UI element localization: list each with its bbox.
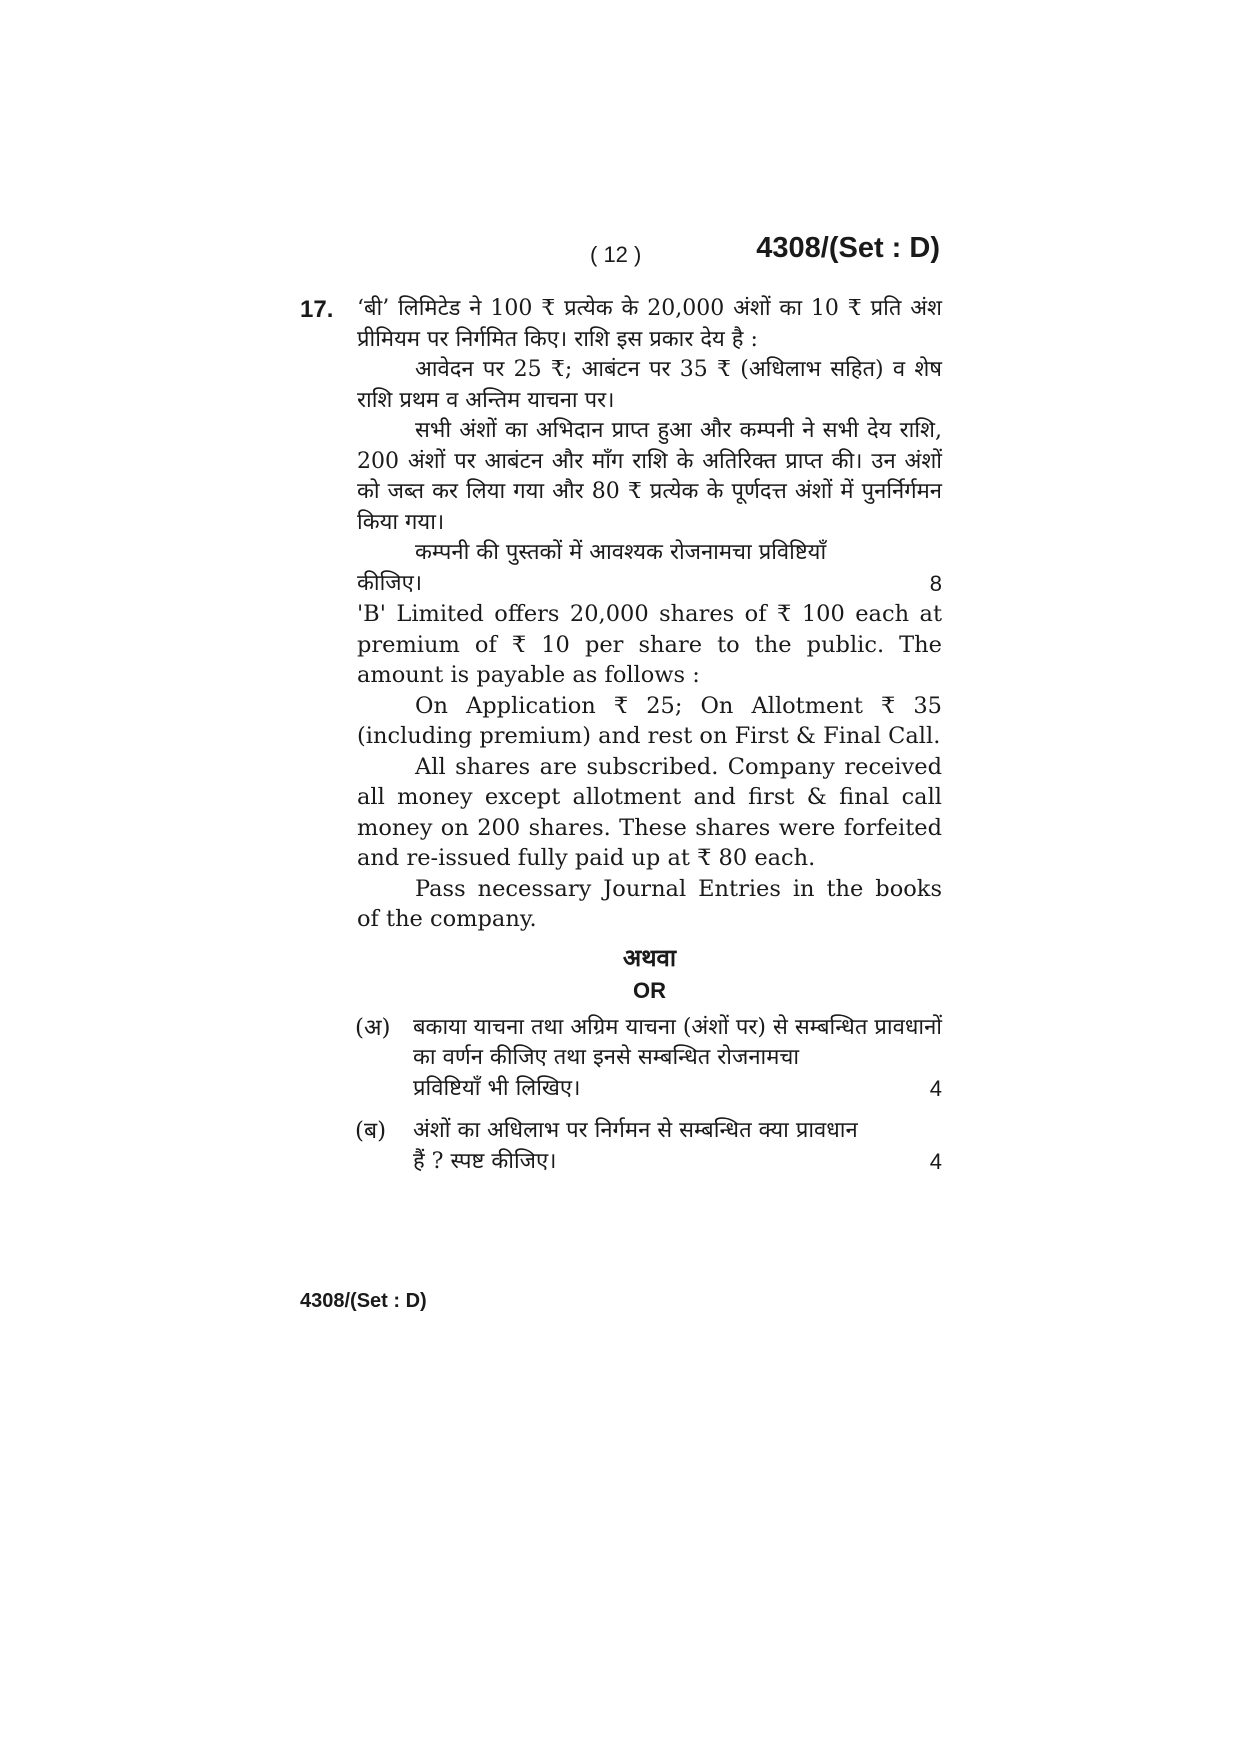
hindi-paragraph-4-end: कीजिए।	[357, 570, 423, 596]
question-marks: 8	[929, 570, 942, 596]
sub-question-label: (ब)	[355, 1118, 387, 1144]
sub-question-text	[413, 1013, 942, 1105]
sub-question-a	[357, 1013, 942, 1105]
sub-question-main: अंशों का अधिलाभ पर निर्गमन से सम्बन्धित क्या प्रावधान	[413, 1118, 858, 1143]
sub-question-label: (अ)	[355, 1014, 391, 1041]
sub-question-b	[357, 1116, 942, 1177]
hindi-marks-line	[357, 569, 942, 600]
english-paragraph-4: Pass necessary Journal Entries in the books of the company.	[357, 875, 942, 932]
sub-question-end: प्रविष्टियाँ भी लिखिए।	[413, 1075, 581, 1101]
sub-question-end: हैं ? स्पष्ट कीजिए।	[413, 1148, 557, 1174]
or-separator	[357, 941, 942, 1007]
footer-set-code: 4308/(Set : D)	[300, 1290, 427, 1312]
question-number: 17.	[300, 296, 334, 323]
sub-question-marks-line	[413, 1147, 942, 1178]
page-header	[590, 232, 940, 282]
english-paragraph-3: All shares are subscribed. Company received all money except allotment and first & final call money on 200 shares. These shares were forfeited and re-issued fully paid up at ₹ 80 each.	[357, 753, 942, 871]
english-paragraph-2: On Application ₹ 25; On Allotment ₹ 35 (including premium) and rest on First & Final Call.	[357, 692, 942, 749]
question-body	[357, 294, 942, 1177]
hindi-paragraph-3: सभी अंशों का अभिदान प्राप्त हुआ और कम्पनी ने सभी देय राशि, 200 अंशों पर आबंटन और माँग राशि के अतिरिक्त प्राप्त की। उन अंशों को जब्त कर लिया गया और 80 ₹ प्रत्येक के पूर्णदत्त अंशों में पुनर्निर्गमन किया गया।	[357, 418, 942, 535]
sub-question-main: बकाया याचना तथा अग्रिम याचना (अंशों पर) से सम्बन्धित प्रावधानों का वर्णन कीजिए तथा इनसे सम्बन्धित रोजनामचा	[413, 1014, 942, 1070]
or-english: OR	[633, 977, 666, 1003]
sub-question-marks-line	[413, 1074, 942, 1105]
page-number: ( 12 )	[590, 242, 642, 267]
english-paragraph-1: 'B' Limited offers 20,000 shares of ₹ 100 each at premium of ₹ 10 per share to the public. The amount is payable as follows :	[357, 601, 942, 688]
or-hindi: अथवा	[622, 942, 677, 972]
sub-question-text	[413, 1116, 942, 1177]
hindi-paragraph-4: कम्पनी की पुस्तकों में आवश्यक रोजनामचा प्रविष्टियाँ	[415, 540, 827, 565]
hindi-paragraph-1: ‘बी’ लिमिटेड ने 100 ₹ प्रत्येक के 20,000 अंशों का 10 ₹ प्रति अंश प्रीमियम पर निर्गमित किए। राशि इस प्रकार देय है :	[357, 296, 942, 352]
hindi-paragraph-2: आवेदन पर 25 ₹; आबंटन पर 35 ₹ (अधिलाभ सहित) व शेष राशि प्रथम व अन्तिम याचना पर।	[357, 357, 942, 413]
header-set-code: 4308/(Set : D)	[756, 232, 940, 264]
sub-question-marks: 4	[929, 1148, 942, 1174]
sub-question-marks: 4	[929, 1075, 942, 1101]
